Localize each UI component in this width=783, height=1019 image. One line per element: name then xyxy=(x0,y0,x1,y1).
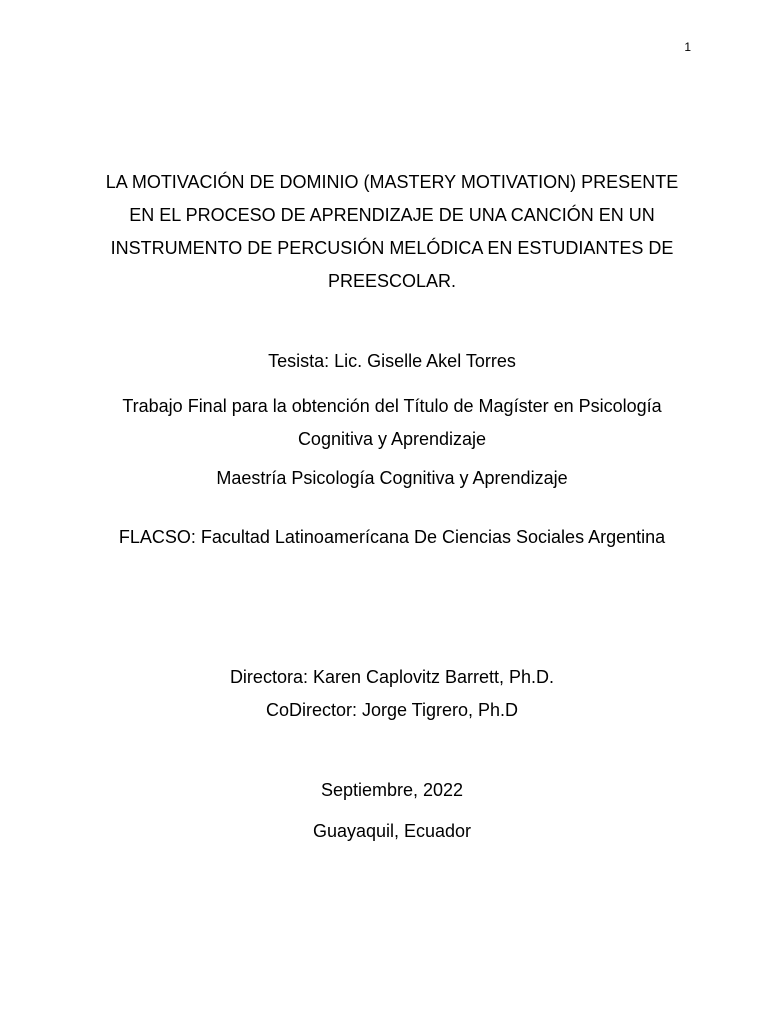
thesis-title xyxy=(92,166,692,298)
institution-name: FLACSO: Facultad Latinoamerícana De Ciencias Sociales Argentina xyxy=(118,527,666,547)
thesis-author: Tesista: Lic. Giselle Akel Torres xyxy=(268,351,516,371)
title-page-content xyxy=(92,166,692,848)
thesis-purpose-line: Cognitiva y Aprendizaje xyxy=(297,429,487,449)
thesis-title-line: INSTRUMENTO DE PERCUSIÓN MELÓDICA EN ESTUDIANTES DE xyxy=(110,238,674,258)
thesis-title-line: LA MOTIVACIÓN DE DOMINIO (MASTERY MOTIVATION) PRESENTE xyxy=(105,172,679,192)
page-number: 1 xyxy=(684,40,691,54)
thesis-director: Directora: Karen Caplovitz Barrett, Ph.D. xyxy=(229,667,555,687)
thesis-title-line: EN EL PROCESO DE APRENDIZAJE DE UNA CANCIÓN EN UN xyxy=(129,205,655,225)
thesis-purpose-line: Trabajo Final para la obtención del Título de Magíster en Psicología xyxy=(122,396,662,416)
thesis-purpose xyxy=(92,390,692,456)
submission-location: Guayaquil, Ecuador xyxy=(312,821,472,841)
thesis-codirector: CoDirector: Jorge Tigrero, Ph.D xyxy=(265,700,519,720)
thesis-title-line: PREESCOLAR. xyxy=(327,271,457,291)
program-name: Maestría Psicología Cognitiva y Aprendizaje xyxy=(216,468,568,488)
submission-date: Septiembre, 2022 xyxy=(320,780,464,800)
